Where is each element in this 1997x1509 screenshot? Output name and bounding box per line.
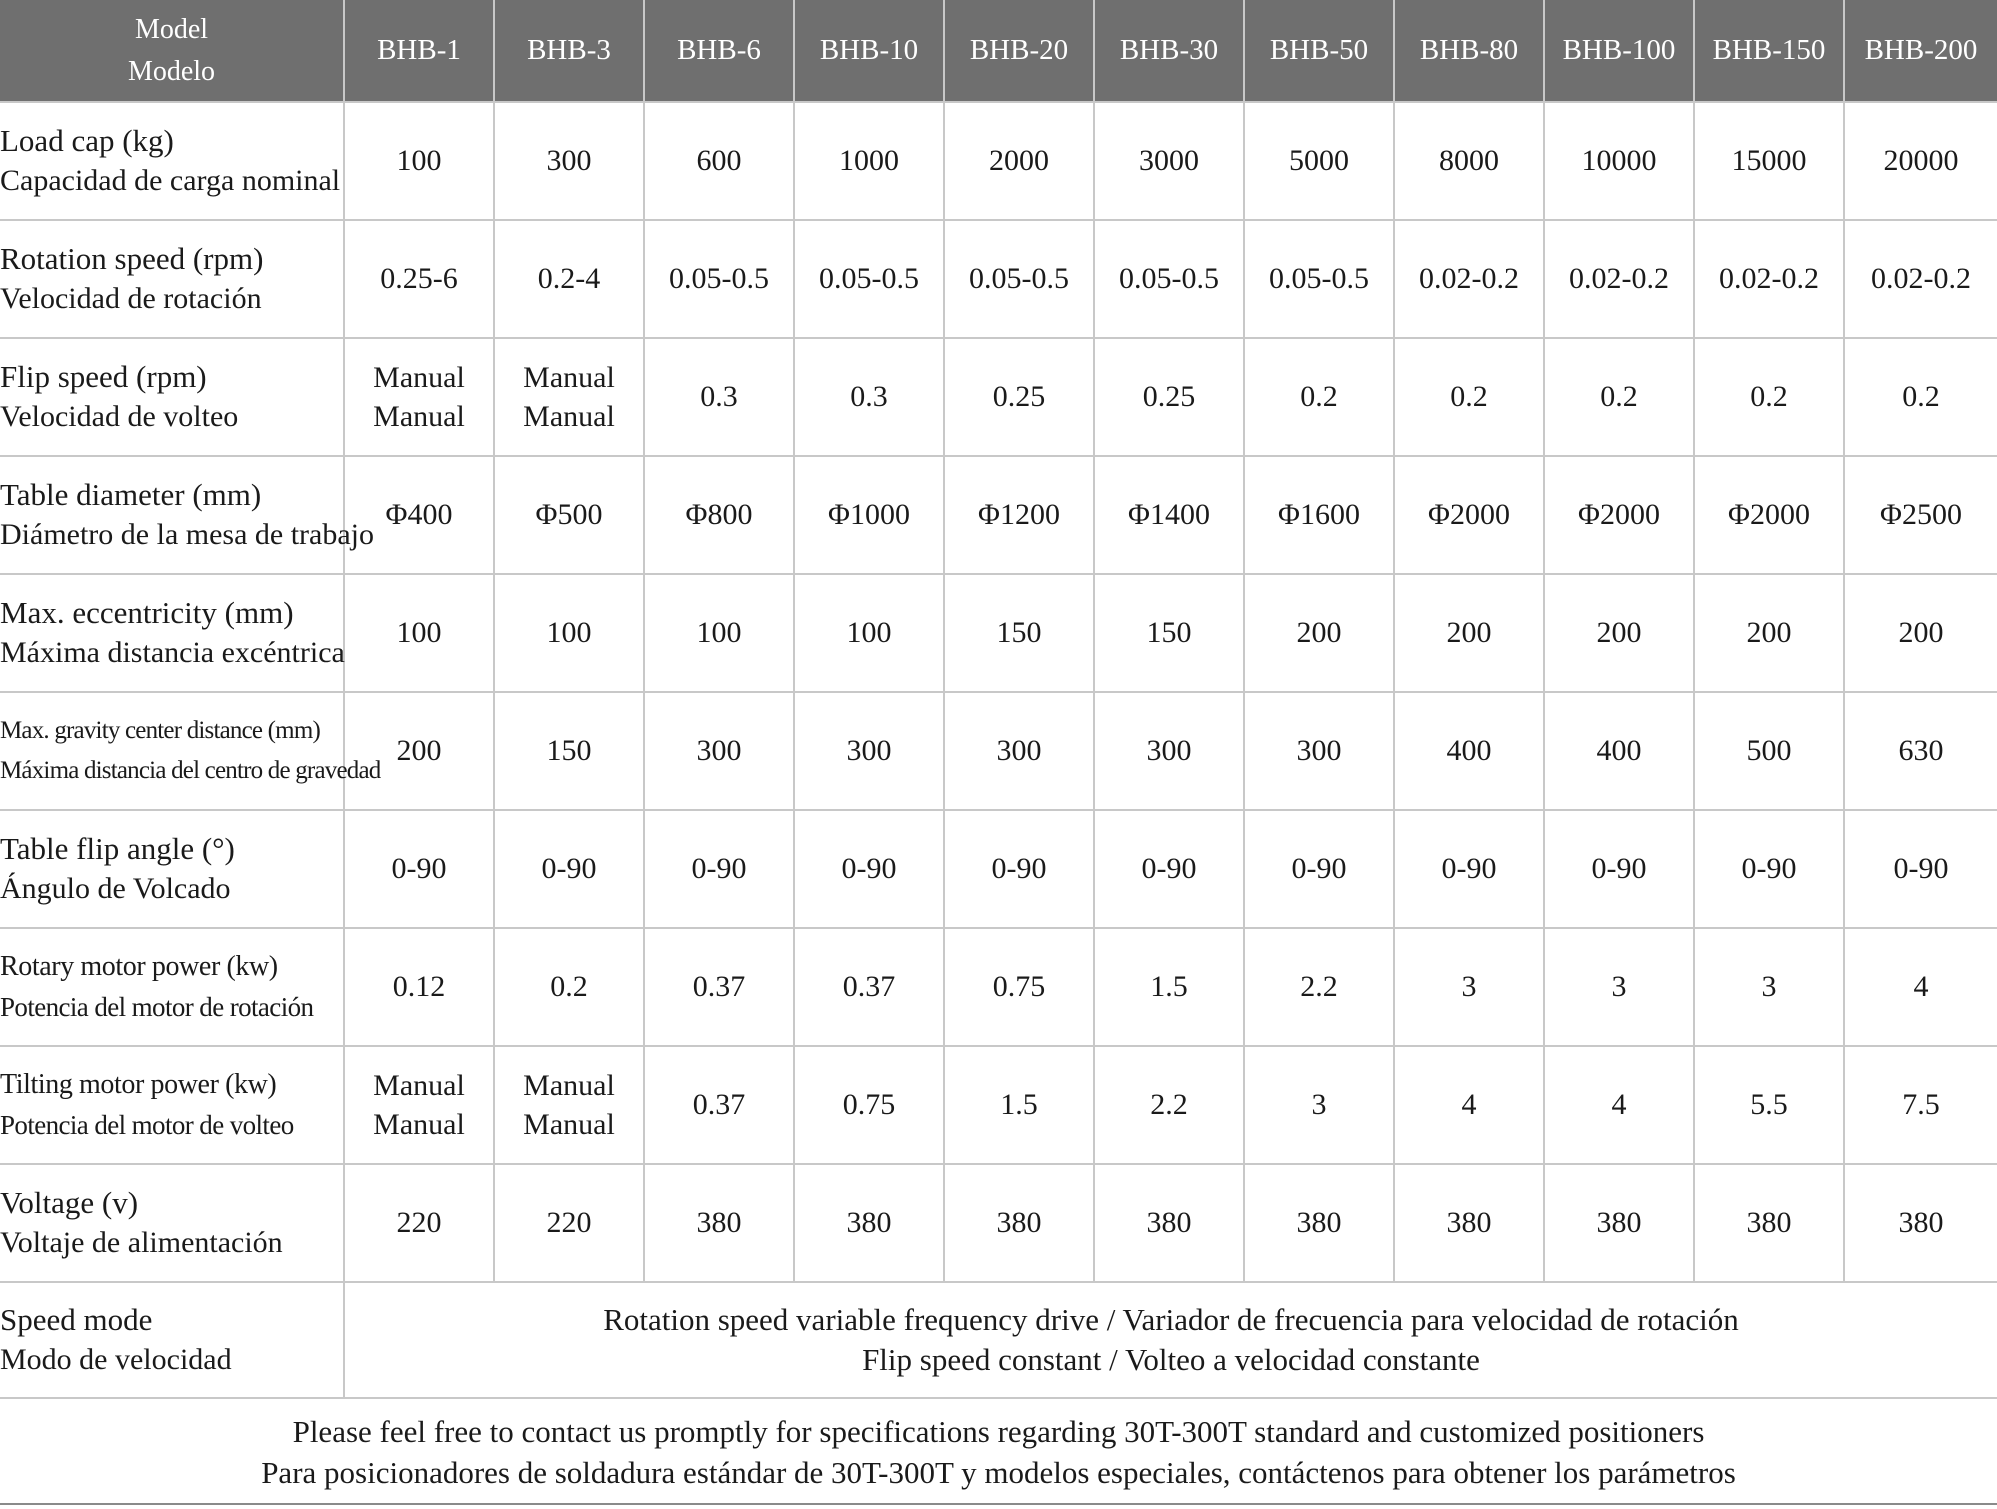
row-label-es: Velocidad de rotación <box>0 282 262 315</box>
value-cell: 400 <box>1394 692 1544 810</box>
value-cell: 380 <box>794 1164 944 1282</box>
header-model: BHB-1 <box>344 0 494 102</box>
header-model: BHB-100 <box>1544 0 1694 102</box>
table-row <box>0 102 1997 220</box>
table-row <box>0 928 1997 1046</box>
value-cell: 5000 <box>1244 102 1394 220</box>
value-cell: Φ2000 <box>1694 456 1844 574</box>
row-label-en: Max. gravity center distance (mm) <box>0 717 320 744</box>
value-cell: 20000 <box>1844 102 1997 220</box>
value-line: Manual <box>373 361 465 394</box>
value-cell: 5.5 <box>1694 1046 1844 1164</box>
row-label-en: Table diameter (mm) <box>0 477 262 512</box>
value-cell: 630 <box>1844 692 1997 810</box>
value-cell: 10000 <box>1544 102 1694 220</box>
header-model: BHB-3 <box>494 0 644 102</box>
header-model: BHB-50 <box>1244 0 1394 102</box>
value-cell: 0-90 <box>344 810 494 928</box>
value-cell: 300 <box>944 692 1094 810</box>
value-cell: 0.37 <box>644 928 794 1046</box>
row-label-en: Speed mode <box>0 1302 153 1337</box>
header-label-en: Model <box>134 13 209 45</box>
value-cell <box>344 1046 494 1164</box>
row-label <box>0 574 344 692</box>
value-cell <box>344 338 494 456</box>
value-cell: 380 <box>644 1164 794 1282</box>
row-label <box>0 1282 344 1398</box>
value-cell: 0.05-0.5 <box>1094 220 1244 338</box>
value-cell: 3 <box>1244 1046 1394 1164</box>
value-line: Manual <box>523 1069 615 1102</box>
value-cell: 380 <box>944 1164 1094 1282</box>
row-label-es: Máxima distancia excéntrica <box>0 636 345 669</box>
value-cell: 3000 <box>1094 102 1244 220</box>
value-line: Manual <box>523 361 615 394</box>
value-cell: 150 <box>1094 574 1244 692</box>
value-cell: 0.3 <box>794 338 944 456</box>
value-cell: 0.05-0.5 <box>794 220 944 338</box>
header-model: BHB-200 <box>1844 0 1997 102</box>
value-cell: 0.37 <box>794 928 944 1046</box>
value-cell: 0.2 <box>1544 338 1694 456</box>
header-model: BHB-20 <box>944 0 1094 102</box>
value-cell: 150 <box>944 574 1094 692</box>
value-cell: 0.2 <box>1844 338 1997 456</box>
value-cell: 300 <box>1094 692 1244 810</box>
row-label-es: Máxima distancia del centro de gravedad <box>0 757 381 784</box>
value-cell: 3 <box>1394 928 1544 1046</box>
value-cell: 380 <box>1244 1164 1394 1282</box>
header-label-es: Modelo <box>127 55 216 87</box>
row-label-es: Capacidad de carga nominal <box>0 164 341 197</box>
value-line: Manual <box>373 400 465 433</box>
value-cell: 600 <box>644 102 794 220</box>
value-cell: 0-90 <box>1244 810 1394 928</box>
value-cell: 0-90 <box>1544 810 1694 928</box>
value-cell: 0-90 <box>1394 810 1544 928</box>
header-model: BHB-30 <box>1094 0 1244 102</box>
speed-mode-line-1: Rotation speed variable frequency drive / Variador de frecuencia para velocidad de rotación <box>603 1302 1739 1337</box>
row-label-en: Load cap (kg) <box>0 123 174 158</box>
value-cell: 100 <box>494 574 644 692</box>
row-label <box>0 1164 344 1282</box>
row-label-en: Voltage (v) <box>0 1185 139 1220</box>
value-cell: 100 <box>344 102 494 220</box>
value-cell: 3 <box>1694 928 1844 1046</box>
table-row <box>0 220 1997 338</box>
value-cell: 100 <box>344 574 494 692</box>
value-cell: Φ2000 <box>1394 456 1544 574</box>
value-cell: 0.02-0.2 <box>1394 220 1544 338</box>
value-cell: 0-90 <box>794 810 944 928</box>
value-cell: 0.05-0.5 <box>644 220 794 338</box>
speed-mode-line-2: Flip speed constant / Volteo a velocidad constante <box>862 1342 1480 1377</box>
value-cell: Φ1600 <box>1244 456 1394 574</box>
value-cell: 380 <box>1694 1164 1844 1282</box>
table-header <box>0 0 1997 102</box>
value-cell: 300 <box>494 102 644 220</box>
value-cell: 4 <box>1844 928 1997 1046</box>
row-label <box>0 338 344 456</box>
row-label-es: Velocidad de volteo <box>0 400 239 433</box>
header-row <box>0 0 1997 102</box>
table-row <box>0 1046 1997 1164</box>
value-cell: 0.2 <box>1244 338 1394 456</box>
contact-note-en: Please feel free to contact us promptly for specifications regarding 30T-300T standard and customized positioners <box>292 1414 1705 1449</box>
table-row <box>0 1164 1997 1282</box>
value-cell: 100 <box>644 574 794 692</box>
value-cell: 8000 <box>1394 102 1544 220</box>
value-cell: 0.12 <box>344 928 494 1046</box>
value-cell: 0.3 <box>644 338 794 456</box>
value-cell: 200 <box>1244 574 1394 692</box>
row-label <box>0 102 344 220</box>
row-label-es: Diámetro de la mesa de trabajo <box>0 518 375 551</box>
value-line: Manual <box>523 400 615 433</box>
header-model: BHB-6 <box>644 0 794 102</box>
value-cell: 150 <box>494 692 644 810</box>
value-cell: 380 <box>1094 1164 1244 1282</box>
value-cell: 300 <box>1244 692 1394 810</box>
value-cell: 300 <box>644 692 794 810</box>
value-cell: 4 <box>1394 1046 1544 1164</box>
value-cell: 0-90 <box>494 810 644 928</box>
value-cell: Φ1000 <box>794 456 944 574</box>
value-cell: 0.02-0.2 <box>1544 220 1694 338</box>
row-label-en: Tilting motor power (kw) <box>0 1069 277 1100</box>
value-cell: Φ400 <box>344 456 494 574</box>
row-label-en: Rotation speed (rpm) <box>0 241 264 276</box>
value-cell: 0.2 <box>494 928 644 1046</box>
value-cell <box>494 338 644 456</box>
speed-mode-row <box>0 1282 1997 1398</box>
value-cell: Φ500 <box>494 456 644 574</box>
table-row <box>0 574 1997 692</box>
value-cell: Φ800 <box>644 456 794 574</box>
header-model: BHB-10 <box>794 0 944 102</box>
value-cell: Φ1400 <box>1094 456 1244 574</box>
value-cell: 380 <box>1544 1164 1694 1282</box>
value-cell: 0-90 <box>1094 810 1244 928</box>
value-cell: 0.25-6 <box>344 220 494 338</box>
value-cell: 2000 <box>944 102 1094 220</box>
header-model: BHB-150 <box>1694 0 1844 102</box>
row-label <box>0 692 381 810</box>
value-cell: 7.5 <box>1844 1046 1997 1164</box>
value-cell: 400 <box>1544 692 1694 810</box>
row-label-en: Table flip angle (°) <box>0 831 235 866</box>
value-cell <box>494 1046 644 1164</box>
table-row <box>0 692 1997 810</box>
value-cell: 0.02-0.2 <box>1694 220 1844 338</box>
row-label <box>0 810 344 928</box>
table-body <box>0 102 1997 1398</box>
row-label-es: Modo de velocidad <box>0 1343 232 1376</box>
table-row <box>0 810 1997 928</box>
value-cell: 0-90 <box>944 810 1094 928</box>
value-cell: 0.25 <box>1094 338 1244 456</box>
value-cell: 0.2-4 <box>494 220 644 338</box>
value-cell: 200 <box>1694 574 1844 692</box>
value-cell: 0.2 <box>1694 338 1844 456</box>
value-cell: 0.2 <box>1394 338 1544 456</box>
contact-note-es: Para posicionadores de soldadura estándar de 30T-300T y modelos especiales, contáctenos para obtener los parámetros <box>261 1455 1736 1490</box>
value-cell: 200 <box>344 692 494 810</box>
value-cell: 4 <box>1544 1046 1694 1164</box>
value-cell: Φ2000 <box>1544 456 1694 574</box>
row-label-en: Flip speed (rpm) <box>0 359 207 394</box>
value-cell: 0-90 <box>644 810 794 928</box>
speed-mode-description <box>344 1282 1997 1398</box>
value-cell: 0.25 <box>944 338 1094 456</box>
row-label <box>0 456 375 574</box>
value-line: Manual <box>373 1108 465 1141</box>
value-cell: 380 <box>1844 1164 1997 1282</box>
table-row <box>0 456 1997 574</box>
row-label <box>0 1046 344 1164</box>
value-cell: 0.37 <box>644 1046 794 1164</box>
value-line: Manual <box>373 1069 465 1102</box>
row-label-es: Ángulo de Volcado <box>0 872 231 905</box>
value-cell: 100 <box>794 574 944 692</box>
contact-note <box>0 1399 1997 1505</box>
value-cell: 15000 <box>1694 102 1844 220</box>
row-label-es: Potencia del motor de rotación <box>0 992 314 1022</box>
value-cell: 200 <box>1544 574 1694 692</box>
row-label-en: Rotary motor power (kw) <box>0 951 278 982</box>
value-cell: 220 <box>494 1164 644 1282</box>
header-model-label <box>0 0 344 102</box>
value-cell: 0-90 <box>1694 810 1844 928</box>
value-cell: 220 <box>344 1164 494 1282</box>
value-cell: 0.75 <box>944 928 1094 1046</box>
header-model: BHB-80 <box>1394 0 1544 102</box>
value-cell: 1000 <box>794 102 944 220</box>
value-cell: 0.75 <box>794 1046 944 1164</box>
value-cell: 0-90 <box>1844 810 1997 928</box>
table-row <box>0 338 1997 456</box>
value-cell: 0.05-0.5 <box>1244 220 1394 338</box>
value-line: Manual <box>523 1108 615 1141</box>
row-label-es: Voltaje de alimentación <box>0 1226 283 1259</box>
value-cell: 0.02-0.2 <box>1844 220 1997 338</box>
value-cell: Φ2500 <box>1844 456 1997 574</box>
value-cell: 200 <box>1844 574 1997 692</box>
row-label <box>0 928 344 1046</box>
value-cell: Φ1200 <box>944 456 1094 574</box>
row-label-en: Max. eccentricity (mm) <box>0 595 294 630</box>
value-cell: 1.5 <box>1094 928 1244 1046</box>
value-cell: 300 <box>794 692 944 810</box>
value-cell: 3 <box>1544 928 1694 1046</box>
value-cell: 1.5 <box>944 1046 1094 1164</box>
value-cell: 380 <box>1394 1164 1544 1282</box>
value-cell: 2.2 <box>1094 1046 1244 1164</box>
value-cell: 500 <box>1694 692 1844 810</box>
row-label-es: Potencia del motor de volteo <box>0 1110 294 1140</box>
value-cell: 0.05-0.5 <box>944 220 1094 338</box>
value-cell: 200 <box>1394 574 1544 692</box>
row-label <box>0 220 344 338</box>
value-cell: 2.2 <box>1244 928 1394 1046</box>
